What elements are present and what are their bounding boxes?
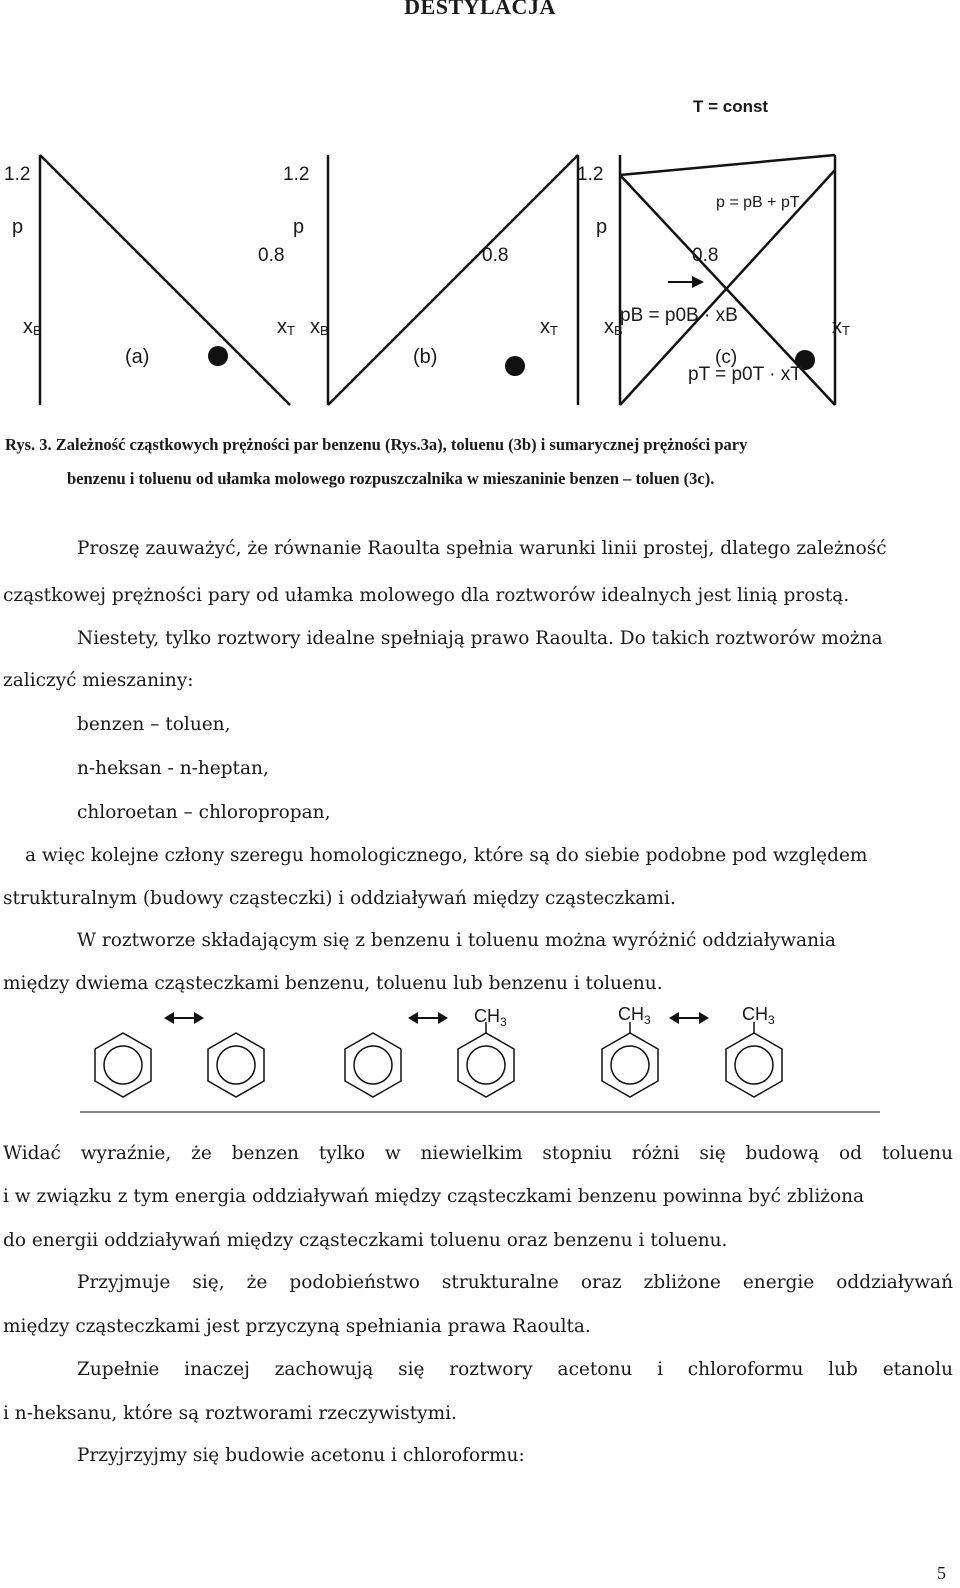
panel-a-y-label: p: [12, 216, 24, 238]
panel-c-label: (c): [715, 347, 738, 368]
paragraph-4-line-1: W roztworze składającym się z benzenu i toluenu można wyróżnić oddziaływania: [77, 930, 836, 951]
interaction-arrow-1: [164, 1012, 204, 1024]
paragraph-6-line-1: Przyjmuje się, że podobieństwo strukturalne oraz zbliżone energie oddziaływań: [77, 1272, 953, 1293]
panel-c-y-label: p: [596, 216, 608, 238]
paragraph-7-line-2: i n-heksanu, które są roztworami rzeczywistymi.: [3, 1403, 457, 1424]
paragraph-3-line-2: strukturalnym (budowy cząsteczki) i oddziaływań między cząsteczkami.: [3, 888, 676, 909]
page-title: DESTYLACJA: [404, 0, 556, 19]
benzene-ring-3: [345, 1033, 401, 1097]
equation-benzene: pB = p0B · xB: [620, 305, 738, 326]
paragraph-2-line-1: Niestety, tylko roztwory idealne spełniają prawo Raoulta. Do takich roztworów można: [77, 628, 883, 649]
page-number: 5: [937, 1563, 946, 1583]
panel-c-x-right: xT: [832, 316, 850, 338]
molecule-interaction-diagram: [0, 1000, 960, 1130]
panel-b-marker: [505, 356, 525, 376]
paragraph-1-line-2: cząstkowej prężności pary od ułamka molowego dla roztworów idealnych jest linią prostą.: [3, 585, 850, 606]
figure-caption: [5, 428, 955, 496]
mixture-list-item-1: benzen – toluen,: [77, 714, 231, 735]
methyl-label-1: $CH_3$: [474, 1006, 507, 1029]
interaction-arrow-2: [408, 1012, 448, 1024]
panel-b-y-max: 1.2: [283, 164, 310, 185]
paragraph-5-line-1: Widać wyraźnie, że benzen tylko w niewielkim stopniu różni się budową od toluenu: [3, 1143, 953, 1164]
toluene-ring-1: [458, 1022, 514, 1097]
panel-c-total-pressure-line: [620, 155, 835, 175]
methyl-label-3: $CH_3$: [742, 1004, 775, 1027]
panel-b-x-right: xT: [540, 316, 558, 338]
paragraph-3-line-1: a więc kolejne człony szeregu homologicznego, które są do siebie podobne pod względem: [25, 845, 868, 866]
methyl-label-2: $CH_3$: [618, 1004, 651, 1027]
panel-a-pressure-line: [40, 155, 290, 405]
paragraph-2-line-2: zaliczyć mieszaniny:: [3, 670, 194, 691]
panel-a-y-mid: 0.8: [258, 245, 285, 266]
panel-a-x-right: xT: [277, 316, 295, 338]
raoult-figure: [0, 120, 960, 410]
panel-c-arrow-head: [692, 276, 704, 288]
panel-c-y-mid: 0.8: [692, 245, 719, 266]
temperature-condition: T = const: [693, 97, 769, 116]
paragraph-7-line-1: Zupełnie inaczej zachowują się roztwory acetonu i chloroformu lub etanolu: [77, 1359, 953, 1380]
benzene-ring-2: [208, 1033, 264, 1097]
panel-c-y-max: 1.2: [577, 164, 604, 185]
toluene-ring-2: [602, 1022, 658, 1097]
panel-b-y-mid: 0.8: [482, 245, 509, 266]
panel-b-pressure-line: [328, 155, 578, 405]
paragraph-6-line-2: między cząsteczkami jest przyczyną spełniania prawa Raoulta.: [3, 1316, 591, 1337]
equation-total-pressure: p = pB + pT: [716, 194, 800, 211]
panel-b-x-left: xB: [310, 316, 329, 338]
panel-b-y-label: p: [293, 216, 305, 238]
panel-a-marker: [208, 346, 228, 366]
paragraph-8-line-1: Przyjrzyjmy się budowie acetonu i chloroformu:: [77, 1445, 525, 1466]
paragraph-1-line-1: Proszę zauważyć, że równanie Raoulta spełnia warunki linii prostej, dlatego zależność: [77, 538, 887, 559]
panel-b-label: (b): [413, 346, 438, 368]
mixture-list-item-3: chloroetan – chloropropan,: [77, 802, 331, 823]
panel-b: [328, 155, 578, 405]
panel-a-label: (a): [125, 346, 150, 368]
benzene-ring-1: [95, 1033, 151, 1097]
panel-a-y-max: 1.2: [4, 164, 31, 185]
equation-toluene: pT = p0T · xT: [688, 364, 802, 385]
toluene-ring-3: [726, 1022, 782, 1097]
caption-line-2: benzenu i toluenu od ułamka molowego rozpuszczalnika w mieszaninie benzen – toluen (3c).: [67, 469, 715, 488]
panel-c-x-left: xB: [604, 316, 623, 338]
paragraph-5-line-3: do energii oddziaływań między cząsteczkami toluenu oraz benzenu i toluenu.: [3, 1230, 728, 1251]
interaction-arrow-3: [669, 1012, 709, 1024]
caption-line-1: Rys. 3. Zależność cząstkowych prężności par benzenu (Rys.3a), toluenu (3b) i sumarycznej prężności pary: [5, 435, 748, 454]
mixture-list-item-2: n-heksan - n-heptan,: [77, 758, 269, 779]
panel-a-x-left: xB: [23, 316, 42, 338]
panel-a: [40, 155, 290, 405]
paragraph-4-line-2: między dwiema cząsteczkami benzenu, toluenu lub benzenu i toluenu.: [3, 973, 663, 994]
paragraph-5-line-2: i w związku z tym energia oddziaływań między cząsteczkami benzenu powinna być zbliżona: [3, 1186, 865, 1207]
